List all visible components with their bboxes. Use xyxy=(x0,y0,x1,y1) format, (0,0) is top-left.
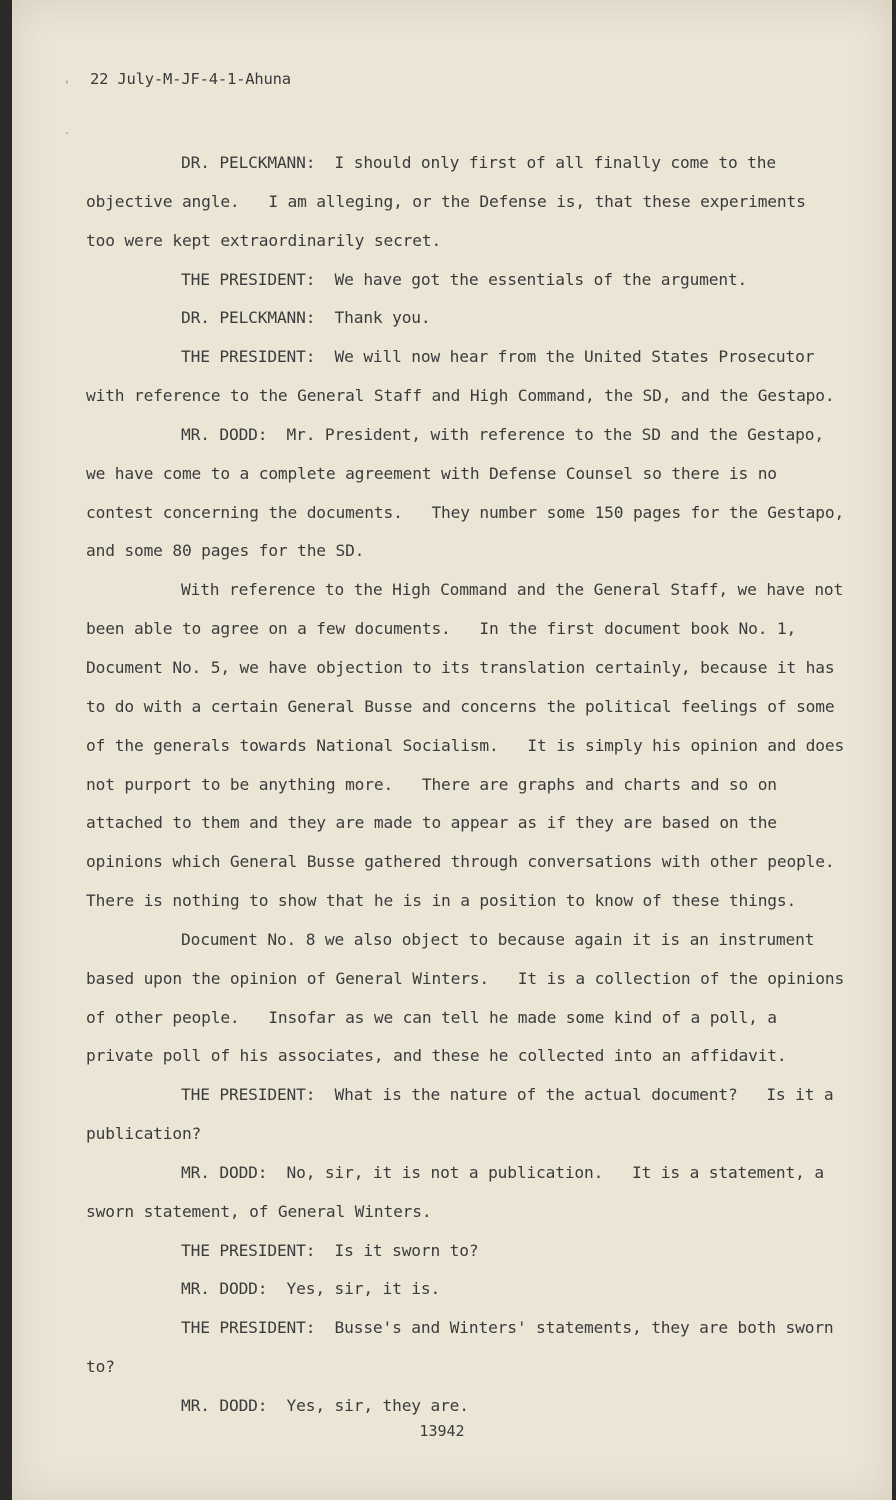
transcript-line: with reference to the General Staff and High Command, the SD, and the Gestapo. xyxy=(86,386,835,406)
transcript-line: contest concerning the documents. They number some 150 pages for the Gestapo, xyxy=(86,502,845,522)
transcript-line: attached to them and they are made to appear as if they are based on the xyxy=(86,813,777,833)
transcript-line: sworn statement, of General Winters. xyxy=(86,1201,432,1221)
transcript-line: THE PRESIDENT: Busse's and Winters' statements, they are both sworn xyxy=(181,1318,834,1338)
page-number: 13942 xyxy=(419,1422,465,1440)
transcript-line: based upon the opinion of General Winters. It is a collection of the opinions xyxy=(86,968,845,988)
page-header: 22 July-M-JF-4-1-Ahuna xyxy=(90,70,291,88)
transcript-line: THE PRESIDENT: We will now hear from the United States Prosecutor xyxy=(181,347,815,367)
transcript-line: MR. DODD: No, sir, it is not a publication. It is a statement, a xyxy=(181,1162,824,1182)
transcript-line: DR. PELCKMANN: Thank you. xyxy=(181,308,431,328)
transcript-line: and some 80 pages for the SD. xyxy=(86,541,365,561)
transcript-line: THE PRESIDENT: Is it sworn to? xyxy=(181,1240,479,1260)
transcript-line: MR. DODD: Mr. President, with reference to the SD and the Gestapo, xyxy=(181,424,824,444)
transcript-line: THE PRESIDENT: What is the nature of the actual document? Is it a xyxy=(181,1085,834,1105)
document-page xyxy=(12,0,892,1500)
transcript-line: There is nothing to show that he is in a position to know of these things. xyxy=(86,891,797,911)
transcript-body xyxy=(86,144,866,1426)
transcript-line: MR. DODD: Yes, sir, it is. xyxy=(181,1279,441,1299)
transcript-line: THE PRESIDENT: We have got the essentials of the argument. xyxy=(181,269,748,289)
transcript-line: of the generals towards National Socialism. It is simply his opinion and does xyxy=(86,735,845,755)
transcript-line: With reference to the High Command and the General Staff, we have not xyxy=(181,580,844,600)
transcript-line: to do with a certain General Busse and concerns the political feelings of some xyxy=(86,696,835,716)
transcript-line: been able to agree on a few documents. In the first document book No. 1, xyxy=(86,619,797,639)
transcript-line: to? xyxy=(86,1357,115,1377)
transcript-line: Document No. 8 we also object to because again it is an instrument xyxy=(181,929,815,949)
transcript-line: opinions which General Busse gathered through conversations with other people. xyxy=(86,852,835,872)
transcript-line: DR. PELCKMANN: I should only first of all finally come to the xyxy=(181,153,776,172)
transcript-line: of other people. Insofar as we can tell he made some kind of a poll, a xyxy=(86,1007,777,1027)
transcript-line: we have come to a complete agreement with Defense Counsel so there is no xyxy=(86,463,777,483)
paper-mark: , xyxy=(64,74,71,85)
transcript-line: Document No. 5, we have objection to its translation certainly, because it has xyxy=(86,657,835,677)
transcript-line: not purport to be anything more. There are graphs and charts and so on xyxy=(86,774,777,794)
transcript-line: too were kept extraordinarily secret. xyxy=(86,230,442,250)
paper-mark: - xyxy=(64,128,71,139)
transcript-line: MR. DODD: Yes, sir, they are. xyxy=(181,1396,469,1415)
transcript-line: private poll of his associates, and these he collected into an affidavit. xyxy=(86,1046,787,1066)
transcript-line: publication? xyxy=(86,1124,202,1144)
transcript-line: objective angle. I am alleging, or the Defense is, that these experiments xyxy=(86,191,806,211)
